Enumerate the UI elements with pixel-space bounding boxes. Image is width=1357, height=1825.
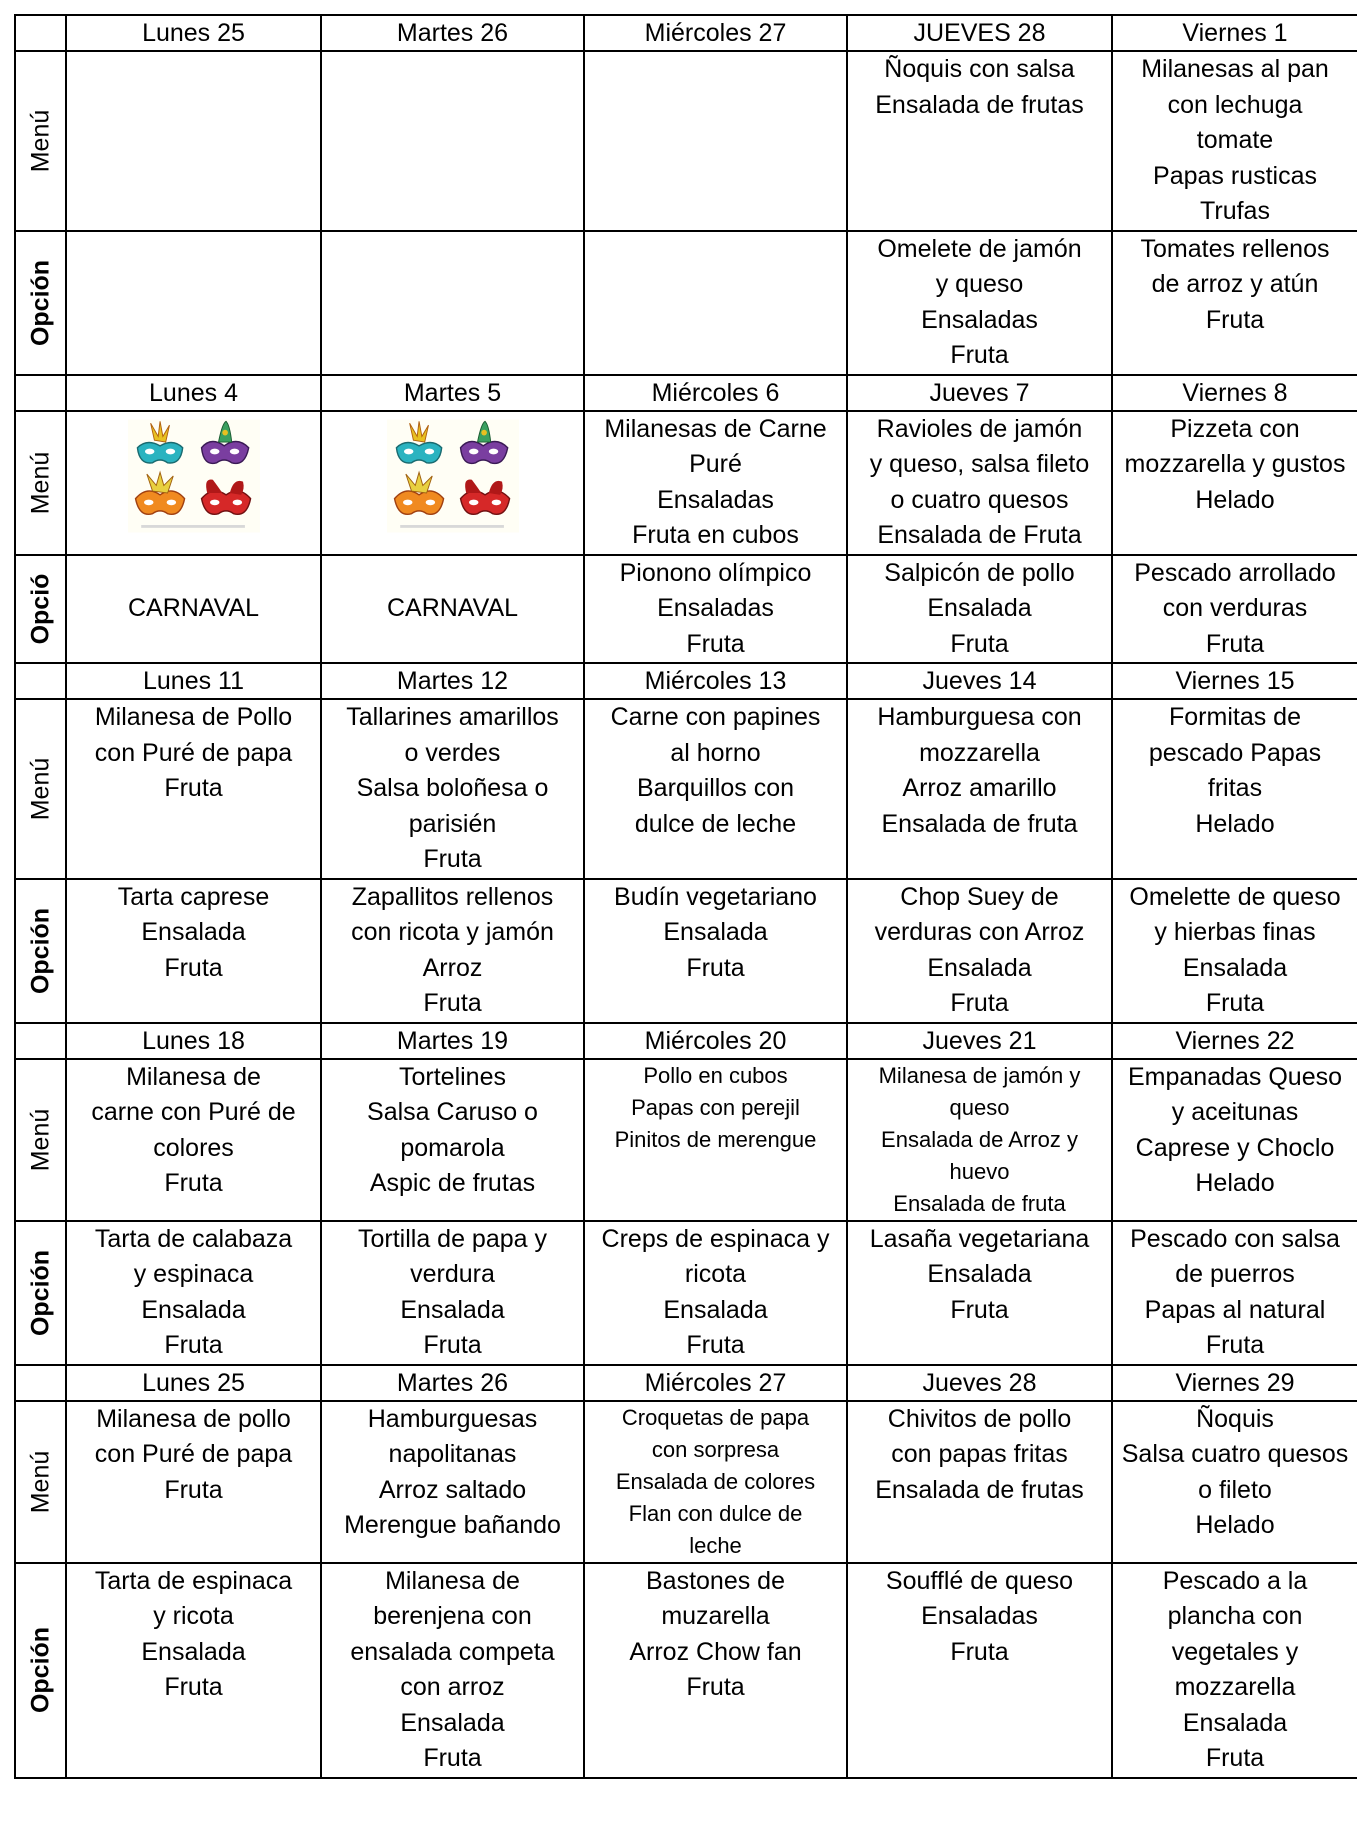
dish-line: Ensalada bbox=[141, 1295, 246, 1324]
dish-line: Milanesa de Pollo bbox=[94, 703, 293, 731]
dish-line: leche bbox=[689, 1532, 742, 1558]
dish-line: Fruta bbox=[950, 989, 1009, 1017]
day-header: JUEVES 28 bbox=[847, 15, 1112, 51]
menu-label-cell bbox=[15, 699, 66, 879]
dish-line: berenjena con bbox=[373, 1602, 532, 1630]
opcion-row bbox=[15, 1563, 1357, 1778]
dish-line: Ensalada bbox=[927, 953, 1032, 982]
dish-line: Ñoquis bbox=[1196, 1404, 1274, 1433]
day-header: Viernes 8 bbox=[1112, 375, 1357, 411]
dish-line: Tortelines bbox=[399, 1062, 506, 1091]
dish-line: Ravioles de jamón bbox=[876, 414, 1083, 443]
dish-line: Milanesas al pan bbox=[1141, 55, 1329, 83]
dish-line: verdura bbox=[410, 1260, 495, 1288]
dish-line: Merengue bañando bbox=[344, 1511, 561, 1539]
menu-row bbox=[15, 1059, 1357, 1221]
menu-label: Menú bbox=[25, 757, 54, 821]
dish-line: muzarella bbox=[661, 1602, 770, 1630]
dish-line: con lechuga bbox=[1167, 90, 1303, 119]
dish-line: Carne con papines bbox=[610, 703, 821, 731]
dish-line: Milanesa de jamón y bbox=[878, 1062, 1081, 1088]
dish-line: Arroz Chow fan bbox=[629, 1637, 802, 1666]
corner-cell bbox=[15, 663, 66, 699]
dish-line: napolitanas bbox=[388, 1440, 517, 1468]
dish-line: Ensaladas bbox=[921, 305, 1038, 334]
dish-line: Fruta bbox=[950, 629, 1009, 658]
menu-label: Menú bbox=[25, 109, 54, 173]
dish-line: y hierbas finas bbox=[1154, 918, 1316, 946]
dish-line: Ensalada bbox=[141, 1637, 246, 1666]
dish-line: Tortilla de papa y bbox=[357, 1224, 547, 1253]
dish-line: Milanesa de bbox=[385, 1566, 520, 1595]
menu-label: Menú bbox=[25, 1108, 54, 1171]
opcion-label-cell bbox=[15, 1221, 66, 1365]
dish-line: vegetales y bbox=[1171, 1637, 1299, 1666]
menu-cell bbox=[584, 51, 847, 231]
opcion-cell bbox=[1112, 879, 1357, 1023]
opcion-row bbox=[15, 555, 1357, 664]
dish-line: Budín vegetariano bbox=[614, 882, 817, 911]
dish-line: Ñoquis con salsa bbox=[884, 55, 1075, 83]
dish-line: Tarta de calabaza bbox=[94, 1224, 293, 1253]
menu-cell bbox=[584, 1401, 847, 1563]
opcion-row bbox=[15, 231, 1357, 375]
day-header: Miércoles 6 bbox=[584, 375, 847, 411]
week-header-row bbox=[15, 375, 1357, 411]
dish-line: Ensalada de frutas bbox=[875, 1475, 1084, 1504]
dish-line: Formitas de bbox=[1169, 703, 1301, 731]
dish-line: Fruta bbox=[686, 1673, 745, 1701]
corner-cell bbox=[15, 375, 66, 411]
menu-label: Menú bbox=[25, 451, 54, 514]
week-header-row bbox=[15, 15, 1357, 51]
opcion-cell bbox=[584, 879, 847, 1023]
dish-line: de puerros bbox=[1175, 1260, 1295, 1288]
opcion-row bbox=[15, 1221, 1357, 1365]
opcion-cell bbox=[66, 555, 321, 664]
dish-line: Fruta bbox=[423, 845, 482, 873]
dish-line: Fruta bbox=[1205, 305, 1265, 334]
dish-line: queso bbox=[949, 1094, 1010, 1120]
dish-line: Pescado a la bbox=[1162, 1566, 1308, 1595]
dish-line: Fruta bbox=[1205, 629, 1265, 658]
dish-line: Ensalada bbox=[927, 1260, 1032, 1288]
opcion-cell bbox=[847, 555, 1112, 664]
opcion-cell bbox=[584, 555, 847, 664]
opcion-cell bbox=[1112, 231, 1357, 375]
carnival-masks-image bbox=[387, 414, 519, 538]
dish-line: Trufas bbox=[1200, 197, 1270, 225]
day-header: Lunes 25 bbox=[66, 15, 321, 51]
dish-line: y ricota bbox=[153, 1602, 234, 1630]
opcion-cell bbox=[584, 231, 847, 375]
day-header: Miércoles 13 bbox=[584, 663, 847, 699]
dish-line: con verduras bbox=[1162, 594, 1308, 622]
menu-row bbox=[15, 699, 1357, 879]
dish-line: Soufflé de queso bbox=[885, 1566, 1074, 1595]
dish-line: o cuatro quesos bbox=[890, 485, 1069, 514]
menu-cell bbox=[321, 1401, 584, 1563]
menu-cell bbox=[847, 411, 1112, 555]
menu-cell bbox=[1112, 1401, 1357, 1563]
opcion-cell bbox=[66, 879, 321, 1023]
opcion-cell bbox=[847, 879, 1112, 1023]
dish-line: Pescado con salsa bbox=[1130, 1224, 1340, 1253]
dish-line: Fruta bbox=[423, 1744, 482, 1772]
dish-line: Papas rusticas bbox=[1153, 161, 1317, 190]
day-header: Jueves 7 bbox=[847, 375, 1112, 411]
dish-line: ricota bbox=[684, 1260, 747, 1288]
dish-line: Ensalada de colores bbox=[615, 1468, 816, 1494]
dish-line: Piononо olímpico bbox=[619, 558, 812, 587]
dish-line: y aceitunas bbox=[1171, 1098, 1299, 1126]
dish-line: Salpicón de pollo bbox=[884, 558, 1075, 587]
dish-line: Ensalada de fruta bbox=[893, 1190, 1066, 1216]
dish-line: Barquillos con bbox=[636, 774, 795, 802]
day-header: Viernes 15 bbox=[1112, 663, 1357, 699]
dish-line: Salsa Caruso o bbox=[367, 1098, 538, 1126]
dish-line: Fruta bbox=[1205, 1744, 1265, 1772]
day-header: Viernes 22 bbox=[1112, 1023, 1357, 1059]
dish-line: Ensalada bbox=[1182, 1708, 1288, 1737]
day-header: Lunes 11 bbox=[66, 663, 321, 699]
dish-line: Tallarines amarillos bbox=[346, 703, 559, 731]
dish-line: con arroz bbox=[400, 1673, 505, 1701]
day-header: Viernes 29 bbox=[1112, 1365, 1357, 1401]
dish-line: Ensalada bbox=[927, 594, 1032, 622]
menu-label-cell bbox=[15, 1059, 66, 1221]
opcion-label: Opción bbox=[25, 1626, 54, 1714]
dish-line: ensalada competa bbox=[350, 1637, 555, 1666]
opcion-cell bbox=[321, 1563, 584, 1778]
dish-line: Tarta caprese bbox=[117, 882, 270, 911]
opcion-label: Opción bbox=[25, 259, 54, 346]
corner-cell bbox=[15, 15, 66, 51]
opcion-cell bbox=[321, 555, 584, 664]
dish-line: Fruta bbox=[950, 1637, 1009, 1666]
opcion-label-cell bbox=[15, 1563, 66, 1778]
dish-line: Fruta bbox=[164, 953, 223, 982]
menu-label: Menú bbox=[25, 1450, 54, 1513]
carnival-masks-image bbox=[128, 414, 260, 538]
dish-line: Arroz amarillo bbox=[902, 774, 1057, 802]
dish-line: Ensalada de frutas bbox=[875, 90, 1084, 119]
opcion-cell bbox=[66, 1221, 321, 1365]
menu-cell bbox=[66, 699, 321, 879]
opcion-label-cell bbox=[15, 555, 66, 664]
dish-line: con papas fritas bbox=[891, 1440, 1068, 1468]
dish-line: verduras con Arroz bbox=[874, 918, 1085, 946]
dish-line: Ensalada bbox=[141, 918, 246, 946]
day-header: Martes 26 bbox=[321, 1365, 584, 1401]
opcion-label: Opció bbox=[25, 573, 54, 645]
dish-line: Hamburguesas bbox=[367, 1404, 538, 1433]
opcion-cell bbox=[66, 1563, 321, 1778]
menu-row bbox=[15, 51, 1357, 231]
opcion-cell bbox=[321, 879, 584, 1023]
opcion-cell bbox=[321, 1221, 584, 1365]
dish-line: carne con Puré de bbox=[91, 1098, 296, 1126]
dish-line: Ensalada bbox=[663, 1295, 768, 1324]
dish-line: Ensalada de fruta bbox=[881, 809, 1078, 838]
dish-line: pescado Papas bbox=[1148, 738, 1322, 767]
dish-line: huevo bbox=[949, 1158, 1010, 1184]
dish-line: Helado bbox=[1195, 1511, 1275, 1539]
week-header-row bbox=[15, 1365, 1357, 1401]
menu-cell bbox=[1112, 51, 1357, 231]
opcion-label: Opción bbox=[25, 1249, 54, 1336]
menu-cell bbox=[584, 411, 847, 555]
dish-line: Helado bbox=[1195, 809, 1275, 838]
opcion-cell bbox=[584, 1563, 847, 1778]
day-header: Lunes 4 bbox=[66, 375, 321, 411]
menu-cell bbox=[584, 1059, 847, 1221]
dish-line: Milanesas de Carne bbox=[604, 414, 827, 443]
day-header: Lunes 18 bbox=[66, 1023, 321, 1059]
dish-line: dulce de leche bbox=[634, 809, 797, 838]
dish-line: Fruta bbox=[686, 629, 745, 658]
day-header: Miércoles 27 bbox=[584, 1365, 847, 1401]
dish-line: Fruta bbox=[423, 1331, 482, 1359]
dish-line: Arroz bbox=[422, 953, 483, 982]
dish-line: Fruta bbox=[164, 1169, 223, 1197]
dish-line: Chivitos de pollo bbox=[887, 1404, 1072, 1433]
menu-label-cell bbox=[15, 51, 66, 231]
dish-line: fritas bbox=[1207, 774, 1263, 802]
dish-line: Fruta bbox=[686, 1331, 745, 1359]
dish-line: Ensalada bbox=[663, 918, 768, 946]
dish-line: Fruta bbox=[164, 1673, 223, 1701]
dish-line: Ensalada bbox=[1182, 953, 1288, 982]
dish-line: mozzarella y gustos bbox=[1124, 450, 1346, 478]
dish-line: plancha con bbox=[1167, 1602, 1303, 1630]
dish-line: al horno bbox=[670, 738, 761, 767]
corner-cell bbox=[15, 1365, 66, 1401]
day-header: Martes 12 bbox=[321, 663, 584, 699]
dish-line: Papas al natural bbox=[1144, 1295, 1326, 1324]
dish-line: Fruta en cubos bbox=[632, 521, 799, 549]
menu-cell bbox=[847, 1401, 1112, 1563]
dish-line: Milanesa de bbox=[126, 1062, 261, 1091]
dish-line: Lasaña vegetariana bbox=[869, 1224, 1090, 1253]
dish-line: con Puré de papa bbox=[94, 738, 293, 767]
dish-line: Fruta bbox=[164, 774, 223, 802]
opcion-cell bbox=[1112, 555, 1357, 664]
dish-line: Omelette de queso bbox=[1129, 882, 1341, 911]
dish-line: Fruta bbox=[950, 341, 1009, 369]
menu-table-body bbox=[15, 15, 1357, 1778]
dish-line: Helado bbox=[1195, 1169, 1275, 1197]
dish-line: y queso, salsa fileto bbox=[869, 450, 1090, 478]
opcion-row bbox=[15, 879, 1357, 1023]
opcion-cell bbox=[847, 231, 1112, 375]
menu-cell bbox=[66, 411, 321, 555]
dish-line: y espinaca bbox=[133, 1260, 254, 1288]
menu-cell bbox=[66, 1059, 321, 1221]
dish-line: con sorpresa bbox=[651, 1436, 780, 1462]
opcion-cell bbox=[584, 1221, 847, 1365]
dish-line: parisién bbox=[408, 809, 497, 838]
menu-cell bbox=[584, 699, 847, 879]
dish-line: Ensalada bbox=[400, 1295, 505, 1324]
dish-line: Fruta bbox=[423, 989, 482, 1017]
menu-cell bbox=[847, 1059, 1112, 1221]
day-header: Miércoles 27 bbox=[584, 15, 847, 51]
dish-line: Pizzeta con bbox=[1170, 414, 1300, 443]
dish-line: Helado bbox=[1195, 485, 1275, 514]
dish-line: Puré bbox=[689, 450, 742, 478]
menu-cell bbox=[66, 1401, 321, 1563]
dish-line: Pinitos de merengue bbox=[614, 1126, 817, 1152]
menu-label-cell bbox=[15, 411, 66, 555]
opcion-cell bbox=[847, 1221, 1112, 1365]
day-header: Martes 5 bbox=[321, 375, 584, 411]
dish-line: Milanesa de pollo bbox=[96, 1404, 291, 1433]
menu-cell bbox=[66, 51, 321, 231]
dish-line: o verdes bbox=[404, 738, 501, 767]
menu-table bbox=[14, 14, 1357, 1779]
opcion-cell bbox=[1112, 1221, 1357, 1365]
dish-line: tomate bbox=[1196, 126, 1274, 154]
day-header: Miércoles 20 bbox=[584, 1023, 847, 1059]
dish-line: Croquetas de papa bbox=[621, 1404, 810, 1430]
menu-cell bbox=[321, 1059, 584, 1221]
dish-line: Fruta bbox=[686, 953, 745, 982]
dish-line: Hamburguesa con bbox=[877, 703, 1082, 731]
dish-line: Zapallitos rellenos bbox=[351, 882, 554, 911]
dish-line: CARNAVAL bbox=[386, 594, 519, 622]
dish-line: Fruta bbox=[950, 1295, 1009, 1324]
dish-line: Aspic de frutas bbox=[369, 1169, 536, 1197]
dish-line: Tomates rellenos bbox=[1140, 234, 1330, 263]
day-header: Martes 26 bbox=[321, 15, 584, 51]
dish-line: Salsa boloñesa o bbox=[356, 774, 549, 802]
dish-line: Papas con perejil bbox=[631, 1094, 800, 1120]
dish-line: Pescado arrollado bbox=[1134, 558, 1336, 587]
opcion-cell bbox=[321, 231, 584, 375]
dish-line: Creps de espinaca y bbox=[601, 1224, 830, 1253]
day-header: Lunes 25 bbox=[66, 1365, 321, 1401]
dish-line: Pollo en cubos bbox=[643, 1062, 788, 1088]
dish-line: Caprese y Choclo bbox=[1135, 1133, 1335, 1162]
day-header: Martes 19 bbox=[321, 1023, 584, 1059]
opcion-label-cell bbox=[15, 231, 66, 375]
dish-line: Tarta de espinaca bbox=[94, 1566, 293, 1595]
menu-row bbox=[15, 411, 1357, 555]
opcion-label-cell bbox=[15, 879, 66, 1023]
dish-line: con Puré de papa bbox=[94, 1440, 293, 1468]
dish-line: pomarola bbox=[400, 1133, 505, 1162]
menu-cell bbox=[847, 699, 1112, 879]
week-header-row bbox=[15, 1023, 1357, 1059]
dish-line: Arroz saltado bbox=[378, 1475, 527, 1504]
dish-line: Flan con dulce de bbox=[628, 1500, 803, 1526]
day-header: Viernes 1 bbox=[1112, 15, 1357, 51]
day-header: Jueves 21 bbox=[847, 1023, 1112, 1059]
dish-line: CARNAVAL bbox=[127, 594, 260, 622]
dish-line: mozzarella bbox=[919, 738, 1040, 767]
dish-line: Ensalada bbox=[400, 1708, 505, 1737]
dish-line: Fruta bbox=[1205, 1331, 1265, 1359]
day-header: Jueves 14 bbox=[847, 663, 1112, 699]
dish-line: Fruta bbox=[164, 1475, 223, 1504]
menu-cell bbox=[321, 411, 584, 555]
menu-cell bbox=[1112, 411, 1357, 555]
dish-line: Omelete de jamón bbox=[877, 234, 1082, 263]
menu-cell bbox=[1112, 1059, 1357, 1221]
corner-cell bbox=[15, 1023, 66, 1059]
dish-line: Fruta bbox=[1205, 989, 1265, 1017]
day-header: Jueves 28 bbox=[847, 1365, 1112, 1401]
dish-line: mozzarella bbox=[1174, 1673, 1296, 1701]
dish-line: con ricota y jamón bbox=[351, 918, 554, 946]
menu-cell bbox=[1112, 699, 1357, 879]
dish-line: Ensaladas bbox=[921, 1602, 1038, 1630]
dish-line: Ensalada de Fruta bbox=[877, 521, 1082, 549]
menu-label-cell bbox=[15, 1401, 66, 1563]
dish-line: Chop Suey de bbox=[900, 882, 1059, 911]
menu-cell bbox=[847, 51, 1112, 231]
dish-line: de arroz y atún bbox=[1151, 270, 1319, 298]
dish-line: Fruta bbox=[164, 1331, 223, 1359]
week-header-row bbox=[15, 663, 1357, 699]
opcion-cell bbox=[847, 1563, 1112, 1778]
dish-line: Ensaladas bbox=[657, 594, 774, 622]
dish-line: Empanadas Queso bbox=[1127, 1062, 1343, 1091]
dish-line: y queso bbox=[935, 270, 1024, 298]
dish-line: Ensalada de Arroz y bbox=[881, 1126, 1078, 1152]
dish-line: o fileto bbox=[1198, 1475, 1272, 1504]
dish-line: Bastones de bbox=[646, 1566, 785, 1595]
opcion-cell bbox=[1112, 1563, 1357, 1778]
dish-line: Salsa cuatro quesos bbox=[1121, 1440, 1349, 1468]
opcion-label: Opción bbox=[25, 907, 54, 994]
dish-line: colores bbox=[153, 1133, 234, 1162]
opcion-cell bbox=[66, 231, 321, 375]
menu-cell bbox=[321, 51, 584, 231]
dish-line: Ensaladas bbox=[657, 485, 774, 514]
menu-row bbox=[15, 1401, 1357, 1563]
menu-cell bbox=[321, 699, 584, 879]
